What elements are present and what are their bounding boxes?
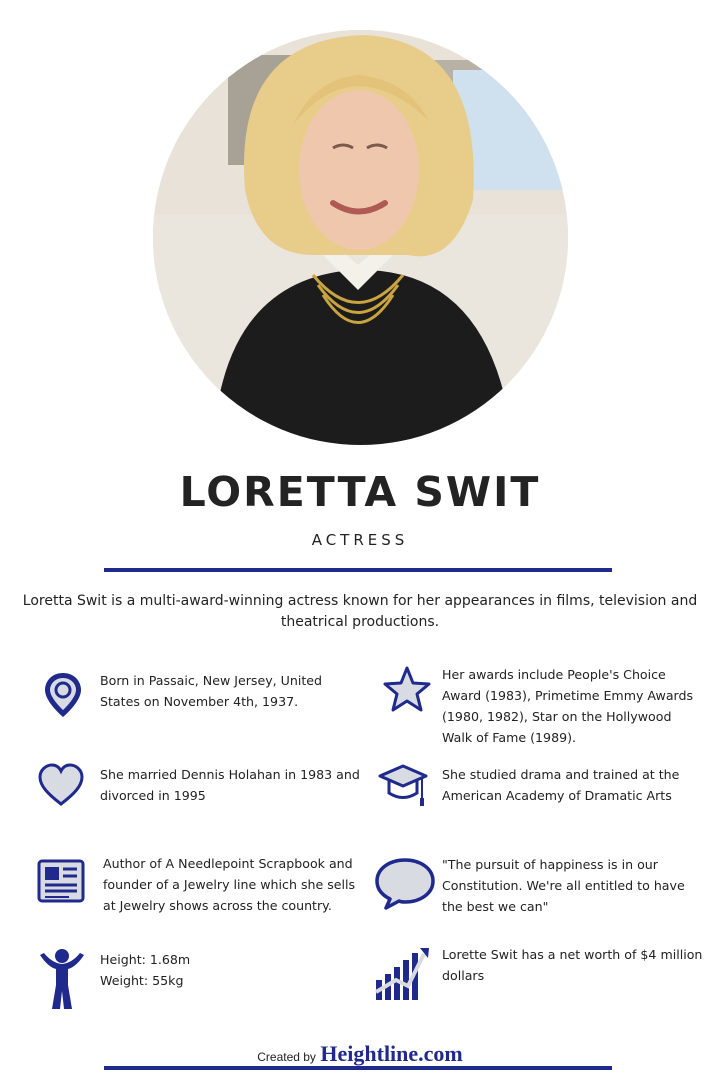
portrait-photo [153,30,568,445]
fact-net-worth-text: Lorette Swit has a net worth of $4 million dollars [442,947,703,983]
brand-link[interactable]: Heightline.com [320,1041,463,1066]
location-pin-icon [38,670,88,720]
bar-chart-icon [374,944,430,1002]
newspaper-icon [36,856,86,906]
divider [104,568,612,572]
person-icon [38,947,86,1011]
fact-birth-text: Born in Passaic, New Jersey, United States on November 4th, 1937. [100,673,323,709]
footer-credit [0,1041,720,1067]
fact-marriage-text: She married Dennis Holahan in 1983 and divorced in 1995 [100,767,360,803]
person-name: LORETTA SWIT [179,468,541,516]
graduation-cap-icon [378,760,428,810]
height-text: Height: 1.68m [100,952,191,967]
speech-bubble-icon [374,856,436,910]
fact-quote-text: "The pursuit of happiness is in our Constitution. We're all entitled to have the best we can" [442,857,685,914]
fact-author-text: Author of A Needlepoint Scrapbook and founder of a Jewelry line which she sells at Jewelry shows across the country. [103,856,356,913]
star-icon [382,665,432,715]
footer-divider [104,1066,612,1070]
intro-text: Loretta Swit is a multi-award-winning actress known for her appearances in films, television and theatrical productions. [22,593,698,630]
weight-text: Weight: 55kg [100,973,184,988]
fact-awards-text: Her awards include People's Choice Award (1983), Primetime Emmy Awards (1980, 1982), Star on the Hollywood Walk of Fame (1989). [442,667,694,745]
person-role: ACTRESS [311,531,409,549]
fact-education-text: She studied drama and trained at the American Academy of Dramatic Arts [442,767,680,803]
fact-body-stats [100,949,300,991]
heart-icon [36,760,86,810]
created-by-label: Created by [257,1050,316,1064]
portrait-illustration [153,30,568,445]
